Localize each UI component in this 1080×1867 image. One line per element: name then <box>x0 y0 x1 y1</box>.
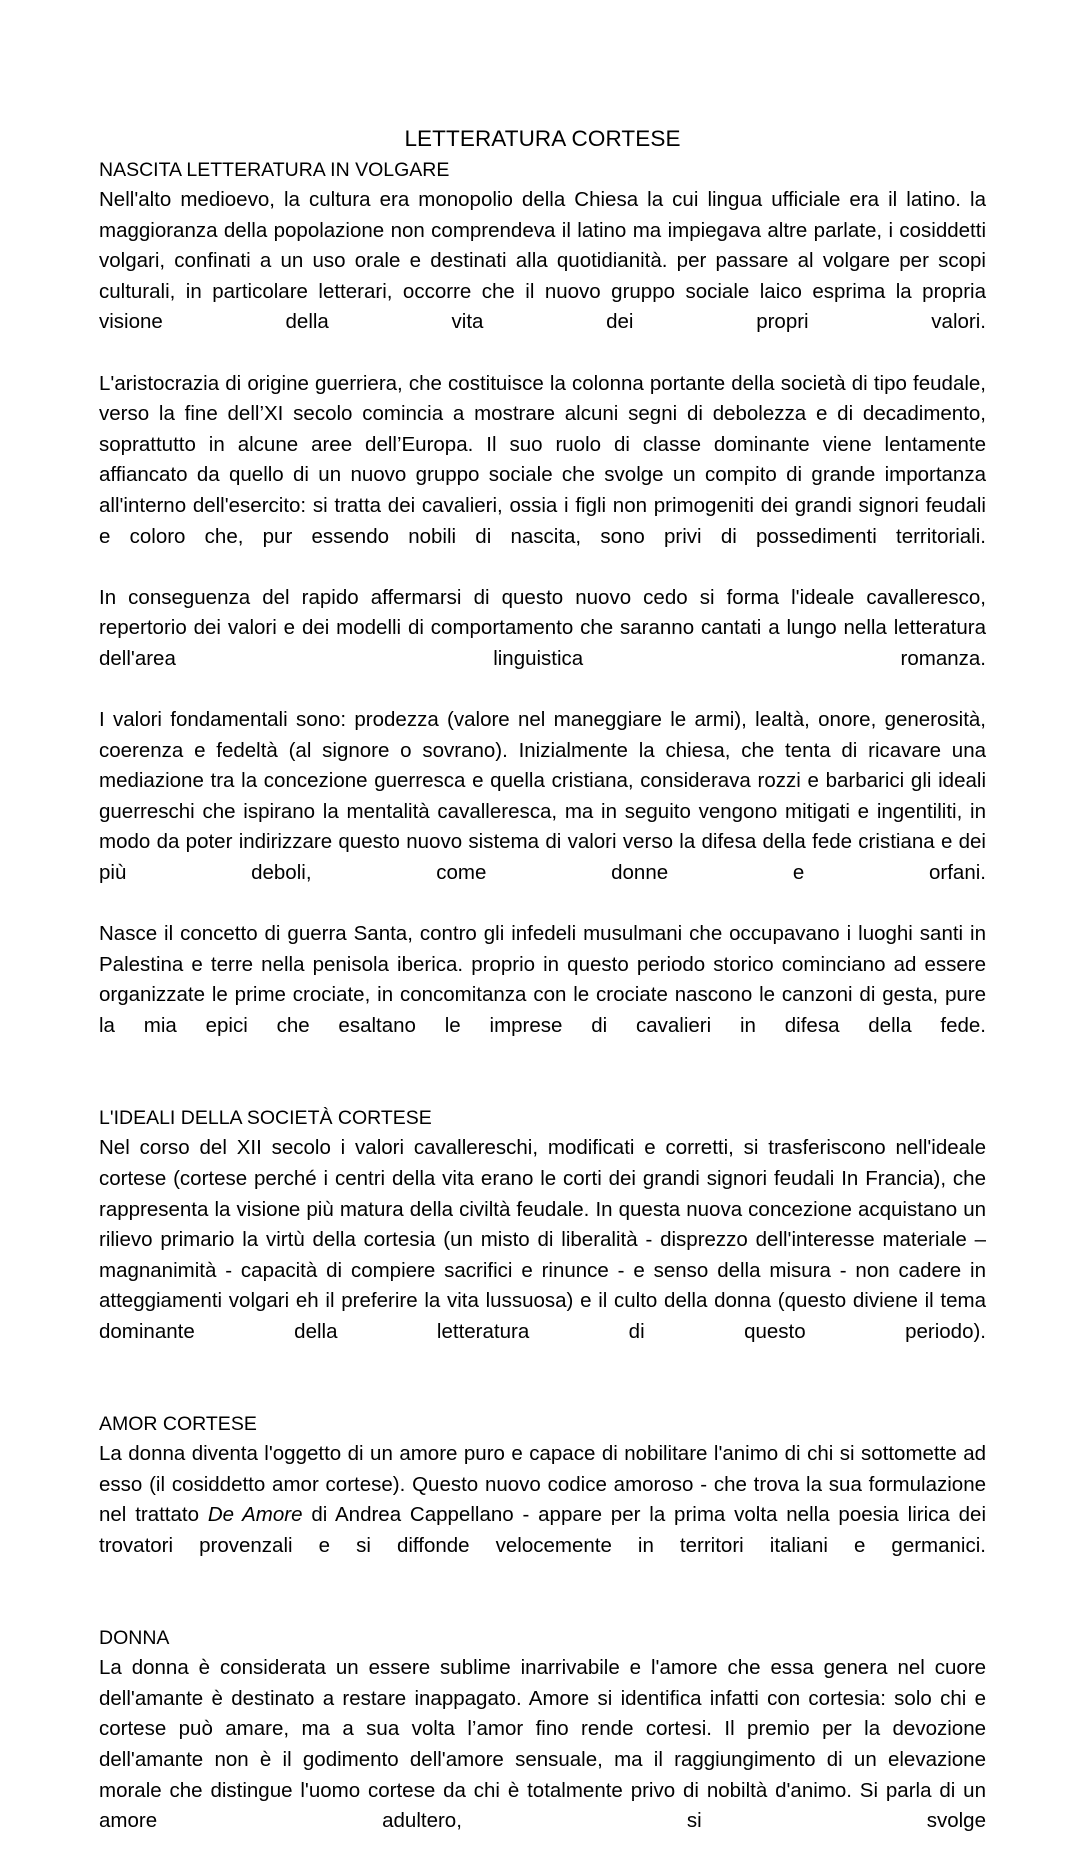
text-run: La donna diventa l'oggetto di un amore puro e capace di nobilitare l'animo di chi si sottomette ad esso (il cosiddetto amor cortese). Questo nuovo codice amoroso - che trova la sua formulazione nel trattato <box>99 1442 986 1527</box>
text-run: di Andrea Cappellano - appare per la prima volta nella poesia lirica dei trovatori provenzali e si diffonde velocemente in territori italiani e germanici. <box>99 1503 986 1557</box>
paragraph: L'aristocrazia di origine guerriera, che costituisce la colonna portante della società di tipo feudale, verso la fine dell’XI secolo comincia a mostrare alcuni segni di debolezza e di decadimento, soprattutto in alcune aree dell’Europa. Il suo ruolo di classe dominante viene lentamente affiancato da quello di un nuovo gruppo sociale che svolge un compito di grande importanza all'interno dell'esercito: si tratta dei cavalieri, ossia i figli non primogeniti dei grandi signori feudali e coloro che, pur essendo nobili di nascita, sono privi di possedimenti territoriali. <box>99 371 986 548</box>
section-heading-nascita-letteratura-in-volgare: NASCITA LETTERATURA IN VOLGARE <box>99 158 450 181</box>
paragraph: I valori fondamentali sono: prodezza (valore nel maneggiare le armi), lealtà, onore, generosità, coerenza e fedeltà (al signore o sovrano). Inizialmente la chiesa, che tenta di ricavare una mediazione tra la concezione guerresca e quella cristiana, considerava rozzi e barbarici gli ideali guerreschi che ispirano la mentalità cavalleresca, ma in seguito vengono mitigati e ingentiliti, in modo da poter indirizzare questo nuovo sistema di valori verso la difesa della fede cristiana e dei più deboli, come donne e orfani. <box>99 708 986 885</box>
italic-run: De Amore <box>207 1503 303 1527</box>
paragraph: Nell'alto medioevo, la cultura era monopolio della Chiesa la cui lingua ufficiale era il latino. la maggioranza della popolazione non comprendeva il latino ma impiegava altre parlate, i cosiddetti volgari, confinati a un uso orale e destinati alla quotidianità. per passare al volgare per scopi culturali, in particolare letterari, occorre che il nuovo gruppo sociale laico esprima la propria visione della vita dei propri valori. <box>99 188 986 334</box>
section-spacer <box>99 1592 986 1623</box>
paragraph: In conseguenza del rapido affermarsi di questo nuovo cedo si forma l'ideale cavalleresco, repertorio dei valori e dei modelli di comportamento che saranno cantati a lungo nella letteratura dell'area linguistica romanza. <box>99 585 986 670</box>
section-heading-ideali-della-societa-cortese: L'IDEALI DELLA SOCIETÀ CORTESE <box>99 1106 432 1129</box>
section-heading-donna: DONNA <box>99 1626 170 1649</box>
section-spacer <box>99 1072 986 1103</box>
section-spacer <box>99 1378 986 1409</box>
page-title: LETTERATURA CORTESE <box>404 126 681 151</box>
paragraph: Nel corso del XII secolo i valori cavallereschi, modificati e corretti, si trasferiscono nell'ideale cortese (cortese perché i centri della vita erano le corti dei grandi signori feudali In Francia), che rappresenta la visione più matura della civiltà feudale. In questa nuova concezione acquistano un rilievo primario la virtù della cortesia (un misto di liberalità - disprezzo dell'interesse materiale – magnanimità - capacità di compiere sacrifici e rinunce - e senso della misura - non cadere in atteggiamenti volgari eh il preferire la vita lussuosa) e il culto della donna (questo diviene il tema dominante della letteratura di questo periodo). <box>99 1136 986 1343</box>
section-heading-amor-cortese: AMOR CORTESE <box>99 1412 257 1435</box>
document-body <box>99 124 986 1867</box>
paragraph <box>99 1439 986 1592</box>
paragraph: Nasce il concetto di guerra Santa, contro gli infedeli musulmani che occupavano i luoghi santi in Palestina e terre nella penisola iberica. proprio in questo periodo storico cominciano ad essere organizzate le prime crociate, in concomitanza con le crociate nascono le canzoni di gesta, pure la mia epici che esaltano le imprese di cavalieri in difesa della fede. <box>99 922 986 1038</box>
paragraph: La donna è considerata un essere sublime inarrivabile e l'amore che essa genera nel cuore dell'amante è destinato a restare inappagato. Amore si identifica infatti con cortesia: solo chi e cortese può amare, ma a sua volta l’amor fino rende cortesi. Il premio per la devozione dell'amante non è il godimento dell'amore sensuale, ma il raggiungimento di un elevazione morale che distingue l'uomo cortese da chi è totalmente privo di nobiltà d'animo. Si parla di un amore adultero, si svolge <box>99 1656 986 1833</box>
